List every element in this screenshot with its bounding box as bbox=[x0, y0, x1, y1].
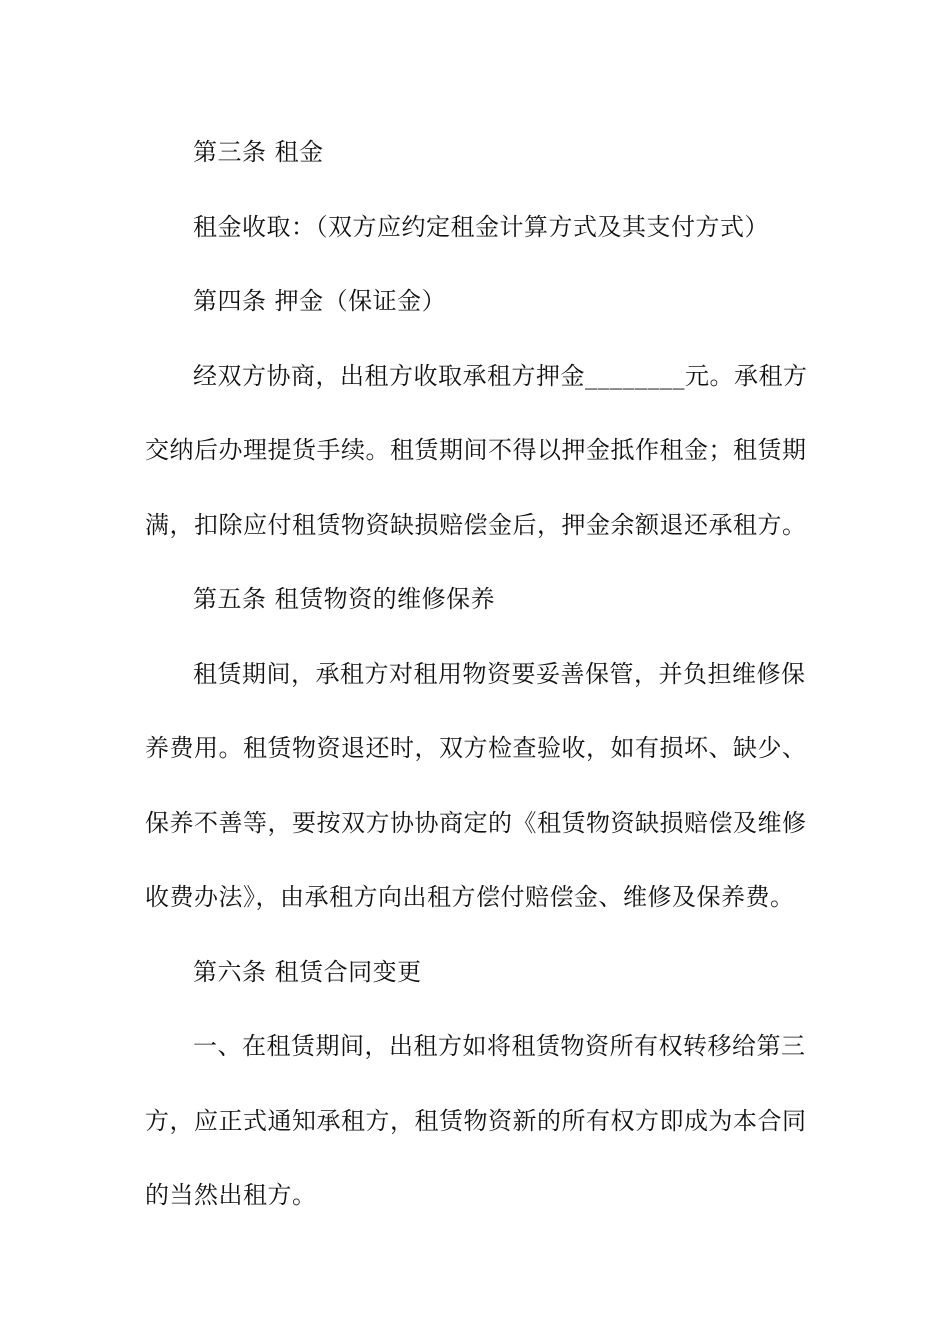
maintenance-paragraph-line-2: 养费用。租赁物资退还时，双方检查验收，如有损坏、缺少、 bbox=[145, 734, 807, 762]
contract-change-line-3: 的当然出租方。 bbox=[145, 1181, 317, 1209]
article-6-heading: 第六条 租赁合同变更 bbox=[193, 958, 422, 986]
maintenance-paragraph-line-1: 租赁期间，承租方对租用物资要妥善保管，并负担维修保 bbox=[193, 660, 806, 688]
maintenance-paragraph-line-3: 保养不善等，要按双方协协商定的《租赁物资缺损赔偿及维修 bbox=[145, 809, 807, 837]
rent-collection-text: 租金收取：（双方应约定租金计算方式及其支付方式） bbox=[193, 213, 769, 241]
maintenance-paragraph-line-4: 收费办法》，由承租方向出租方偿付赔偿金、维修及保养费。 bbox=[145, 883, 795, 911]
contract-change-line-1: 一、在租赁期间，出租方如将租赁物资所有权转移给第三 bbox=[193, 1032, 806, 1060]
deposit-paragraph-line-3: 满，扣除应付租赁物资缺损赔偿金后，押金余额退还承租方。 bbox=[145, 511, 807, 539]
article-5-heading: 第五条 租赁物资的维修保养 bbox=[193, 585, 496, 613]
article-3-heading: 第三条 租金 bbox=[193, 138, 324, 166]
article-4-heading: 第四条 押金（保证金） bbox=[193, 287, 447, 315]
deposit-paragraph-line-1: 经双方协商，出租方收取承租方押金________元。承租方 bbox=[193, 362, 808, 390]
deposit-paragraph-line-2: 交纳后办理提货手续。租赁期间不得以押金抵作租金；租赁期 bbox=[145, 436, 807, 464]
contract-change-line-2: 方，应正式通知承租方，租赁物资新的所有权方即成为本合同 bbox=[145, 1107, 807, 1135]
